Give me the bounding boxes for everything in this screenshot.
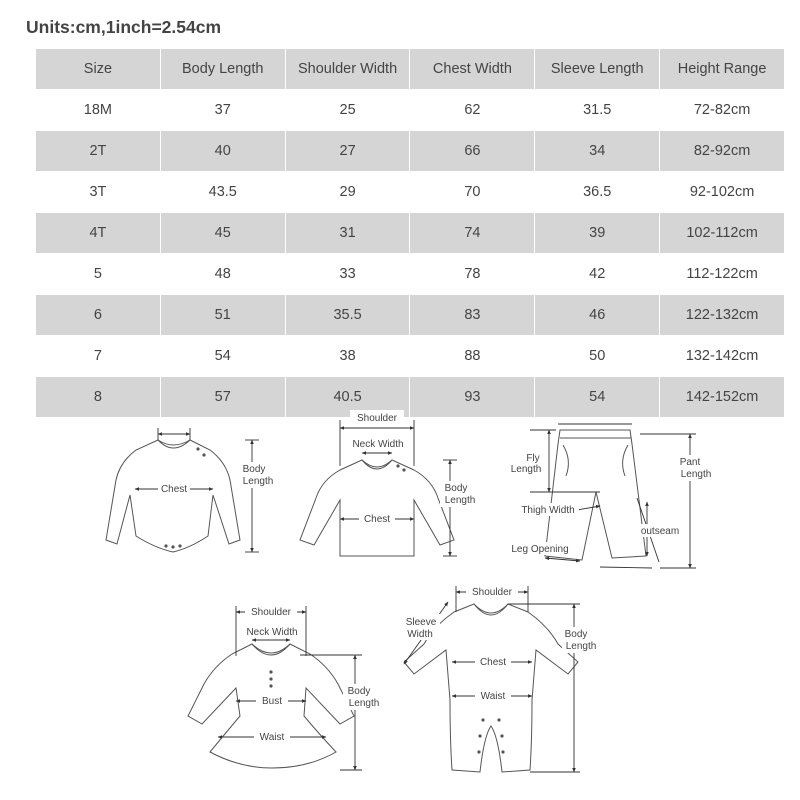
table-cell: 29 <box>285 172 410 213</box>
table-cell: 57 <box>160 377 285 418</box>
pants-pocket <box>563 445 568 476</box>
table-cell: 54 <box>160 336 285 377</box>
table-row <box>36 336 785 377</box>
pants-outseam-label: outseam <box>640 526 680 537</box>
pants-diagram <box>505 424 717 568</box>
table-cell: 93 <box>410 377 535 418</box>
romper-waist-label: Waist <box>480 691 506 702</box>
table-cell: 50 <box>535 336 660 377</box>
tshirt-shoulder-label: Shoulder <box>356 413 398 424</box>
table-header-row <box>36 49 785 90</box>
column-header: Height Range <box>660 49 785 90</box>
table-cell: 42 <box>535 254 660 295</box>
romper-diagram <box>400 585 602 772</box>
table-cell: 25 <box>285 90 410 131</box>
table-cell: 78 <box>410 254 535 295</box>
table-cell: 3T <box>36 172 161 213</box>
table-cell: 70 <box>410 172 535 213</box>
romper-chest-label: Chest <box>479 657 507 668</box>
bodysuit-button <box>164 544 167 547</box>
table-cell: 8 <box>36 377 161 418</box>
table-cell: 5 <box>36 254 161 295</box>
table-cell: 37 <box>160 90 285 131</box>
dress-waist-label: Waist <box>259 732 285 743</box>
romper-button <box>477 750 480 753</box>
table-cell: 33 <box>285 254 410 295</box>
bodysuit-length-label: Length <box>242 476 274 487</box>
table-cell: 46 <box>535 295 660 336</box>
table-row <box>36 90 785 131</box>
table-cell: 40.5 <box>285 377 410 418</box>
table-cell: 45 <box>160 213 285 254</box>
dress-button <box>269 677 272 680</box>
romper-sleeve-label: Width <box>407 629 433 640</box>
column-header: Chest Width <box>410 49 535 90</box>
table-cell: 31.5 <box>535 90 660 131</box>
table-cell: 31 <box>285 213 410 254</box>
table-cell: 27 <box>285 131 410 172</box>
romper-length-label: Length <box>565 641 597 652</box>
pants-leg-label: Leg Opening <box>511 544 569 555</box>
table-cell: 122-132cm <box>660 295 785 336</box>
table-cell: 40 <box>160 131 285 172</box>
pants-outline <box>545 430 646 560</box>
bodysuit-button <box>196 447 199 450</box>
table-cell: 48 <box>160 254 285 295</box>
table-row <box>36 131 785 172</box>
romper-button <box>500 734 503 737</box>
table-cell: 62 <box>410 90 535 131</box>
table-cell: 132-142cm <box>660 336 785 377</box>
bodysuit-collar <box>158 440 190 448</box>
bodysuit-button <box>178 544 181 547</box>
column-header: Size <box>36 49 161 90</box>
table-cell: 83 <box>410 295 535 336</box>
table-cell: 43.5 <box>160 172 285 213</box>
table-cell: 6 <box>36 295 161 336</box>
table-cell: 34 <box>535 131 660 172</box>
table-cell: 35.5 <box>285 295 410 336</box>
pants-length-label: Pant <box>679 457 701 468</box>
tshirt-outline <box>300 460 454 556</box>
dress-button <box>269 670 272 673</box>
table-cell: 92-102cm <box>660 172 785 213</box>
romper-length-label: Body <box>564 629 588 640</box>
table-cell: 88 <box>410 336 535 377</box>
tshirt-neck-label: Neck Width <box>352 439 404 450</box>
bodysuit-chest-label: Chest <box>160 484 188 495</box>
table-cell: 82-92cm <box>660 131 785 172</box>
table-cell: 54 <box>535 377 660 418</box>
table-row <box>36 213 785 254</box>
table-cell: 102-112cm <box>660 213 785 254</box>
dress-diagram <box>188 605 383 770</box>
pants-fly-label: Fly <box>526 453 540 464</box>
tshirt-button <box>396 464 399 467</box>
pants-bottom-line <box>600 567 652 568</box>
dress-button <box>269 684 272 687</box>
romper-button <box>478 734 481 737</box>
table-row <box>36 295 785 336</box>
dress-length-label: Length <box>348 698 380 709</box>
pants-thigh-label: Thigh Width <box>521 505 575 516</box>
table-cell: 72-82cm <box>660 90 785 131</box>
tshirt-chest-label: Chest <box>363 514 391 525</box>
dress-neck-label: Neck Width <box>246 627 298 638</box>
size-chart-table <box>35 48 785 418</box>
romper-shoulder-label: Shoulder <box>471 587 513 598</box>
romper-button <box>497 718 500 721</box>
table-cell: 112-122cm <box>660 254 785 295</box>
table-cell: 36.5 <box>535 172 660 213</box>
table-cell: 51 <box>160 295 285 336</box>
pants-length-label: Length <box>680 469 712 480</box>
pants-fly-label: Length <box>510 464 542 475</box>
units-title: Units:cm,1inch=2.54cm <box>26 17 222 37</box>
table-cell: 142-152cm <box>660 377 785 418</box>
bodysuit-diagram <box>106 428 278 552</box>
column-header: Body Length <box>160 49 285 90</box>
tshirt-length-label: Body <box>444 483 468 494</box>
pants-pocket <box>623 445 628 476</box>
dress-length-label: Body <box>347 686 371 697</box>
table-cell: 66 <box>410 131 535 172</box>
bodysuit-button <box>202 453 205 456</box>
romper-button <box>501 750 504 753</box>
bodysuit-outline <box>106 440 240 552</box>
table-cell: 38 <box>285 336 410 377</box>
dress-bust-label: Bust <box>261 696 283 707</box>
size-chart-body <box>36 49 785 418</box>
romper-button <box>481 718 484 721</box>
table-cell: 7 <box>36 336 161 377</box>
table-row <box>36 172 785 213</box>
bodysuit-length-label: Body <box>242 464 266 475</box>
table-cell: 18M <box>36 90 161 131</box>
dress-shoulder-label: Shoulder <box>250 607 292 618</box>
romper-sleeve-label: Sleeve <box>405 617 437 628</box>
table-cell: 74 <box>410 213 535 254</box>
table-cell: 39 <box>535 213 660 254</box>
column-header: Shoulder Width <box>285 49 410 90</box>
measurement-diagrams <box>0 410 800 800</box>
column-header: Sleeve Length <box>535 49 660 90</box>
table-row <box>36 254 785 295</box>
table-cell: 2T <box>36 131 161 172</box>
tshirt-collar <box>362 460 392 469</box>
bodysuit-button <box>171 545 174 548</box>
table-cell: 4T <box>36 213 161 254</box>
tshirt-diagram <box>300 410 480 556</box>
tshirt-length-label: Length <box>444 495 476 506</box>
tshirt-button <box>402 468 405 471</box>
